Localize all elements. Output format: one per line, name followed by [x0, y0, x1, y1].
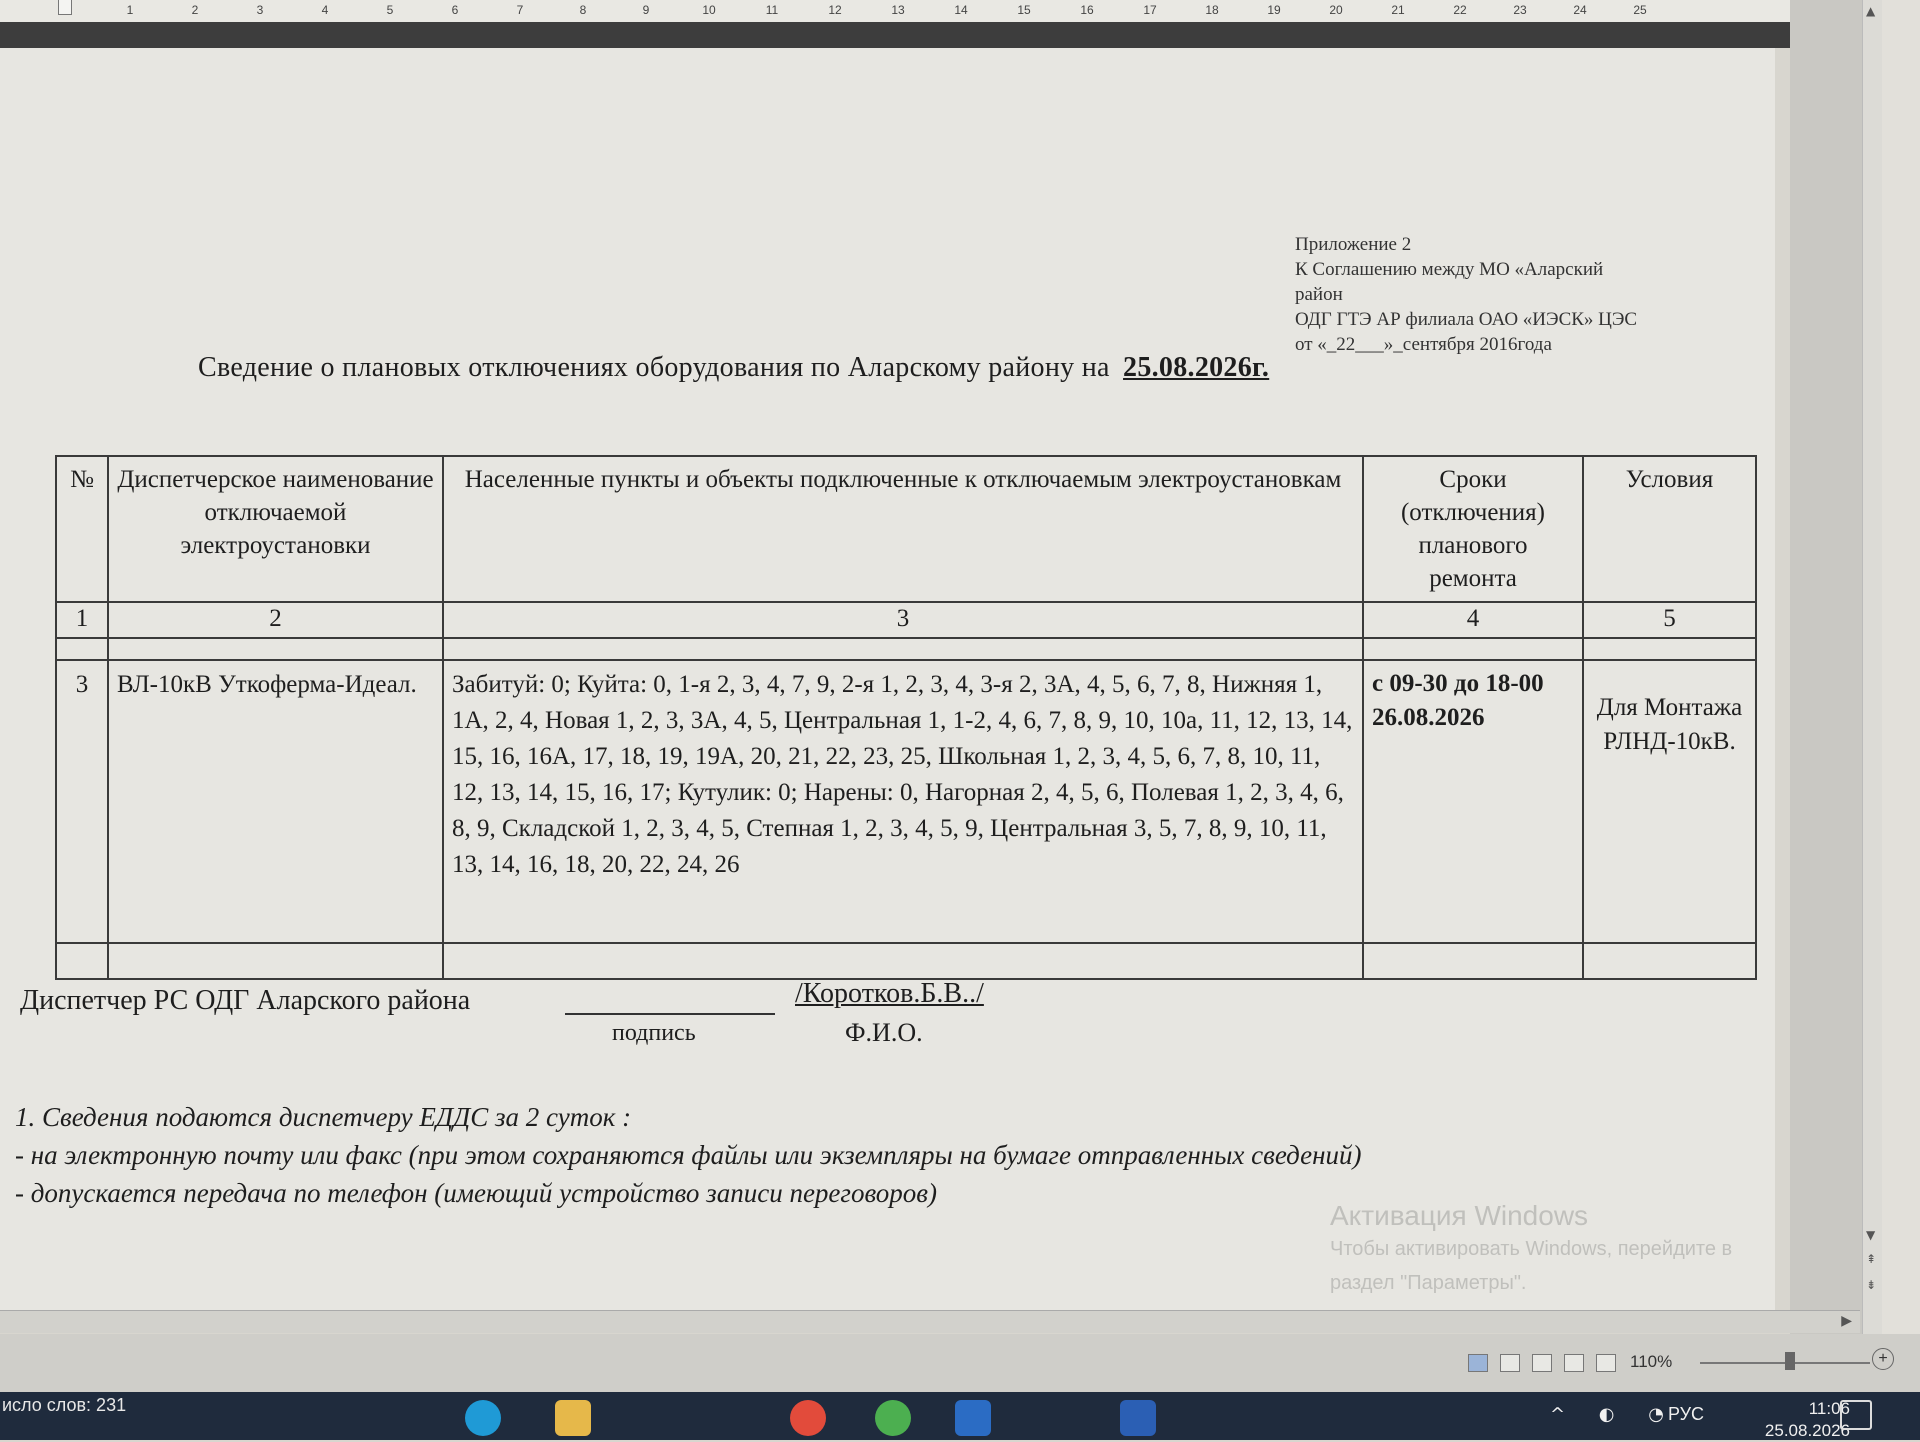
watermark-text: Чтобы активировать Windows, перейдите в — [1330, 1238, 1733, 1260]
indent-marker[interactable] — [58, 0, 72, 15]
ruler-tick: 17 — [1143, 3, 1157, 17]
column-number-row — [56, 602, 1756, 638]
row-connected-points: Забитуй: 0; Куйта: 0, 1-я 2, 3, 4, 7, 9, 2-я 1, 2, 3, 4, 3-я 2, 3А, 4, 5, 6, 7, 8, Нижняя 1, 1А, 2, 4, Новая 1, 2, 3, 3А, 4, 5, Центральная 1, 1-2, 4, 6, 7, 8, 9, 10, 10а, 11, 12, 13, 14, 15, 16, 16А, 17, 18, 19, 19А, 20, 21, 22, 23, 25, Школьная 1, 2, 3, 4, 5, 6, 7, 8, 10, 11, 12, 13, 14, 15, 16, 17; Кутулик: 0; Нарены: 0, Нагорная 2, 4, 5, 6, Полевая 1, 2, 3, 4, 6, 8, 9, Складской 1, 2, 3, 4, 5, Степная 1, 2, 3, 4, 5, 9, Центральная 3, 5, 7, 8, 9, 10, 11, 13, 14, 16, 18, 20, 22, 24, 26 — [443, 660, 1363, 943]
read-mode-icon[interactable] — [1500, 1354, 1520, 1372]
web-layout-icon[interactable] — [1532, 1354, 1552, 1372]
empty-cell — [1363, 638, 1583, 660]
column-number: 2 — [108, 602, 443, 638]
taskbar — [0, 1392, 1920, 1440]
ruler-tick: 14 — [954, 3, 968, 17]
appendix-note — [1295, 232, 1715, 357]
page-top-band — [0, 22, 1790, 48]
header-points: Населенные пункты и объекты подключенные к отключаемым электроустановкам — [443, 456, 1363, 602]
view-mode-buttons — [1468, 1354, 1616, 1372]
table-row — [56, 660, 1756, 943]
empty-cell — [108, 638, 443, 660]
ruler-tick: 19 — [1267, 3, 1281, 17]
ruler-tick: 10 — [702, 3, 716, 17]
ruler-tick: 3 — [256, 3, 264, 17]
header-number: № — [56, 456, 108, 602]
ruler-tick: 9 — [642, 3, 650, 17]
title-date: 25.08.2026г. — [1123, 352, 1270, 383]
zoom-in-icon[interactable]: + — [1872, 1348, 1894, 1370]
notes-block — [15, 1098, 1362, 1212]
document-title — [198, 352, 1269, 384]
appendix-line: от «_22___»_сентября 2016года — [1295, 334, 1552, 355]
watermark-text: раздел "Параметры". — [1330, 1272, 1527, 1294]
header-conditions: Условия — [1583, 456, 1756, 602]
next-page-icon[interactable]: ⇟ — [1866, 1278, 1877, 1292]
column-number: 4 — [1363, 602, 1583, 638]
horizontal-ruler[interactable] — [0, 0, 1790, 23]
window-edge — [1882, 0, 1920, 1360]
appendix-line: ОДГ ГТЭ АР филиала ОАО «ИЭСК» ЦЭС — [1295, 309, 1638, 330]
ruler-tick: 23 — [1513, 3, 1527, 17]
scroll-right-icon[interactable]: ▶ — [1841, 1313, 1852, 1329]
edge-icon[interactable] — [465, 1400, 501, 1436]
ruler-tick: 12 — [828, 3, 842, 17]
appendix-line: К Соглашению между МО «Аларский — [1295, 259, 1604, 280]
row-number: 3 — [56, 660, 108, 943]
yandex-icon[interactable] — [790, 1400, 826, 1436]
row-conditions: Для Монтажа РЛНД-10кВ. — [1583, 660, 1756, 943]
title-text: Сведение о плановых отключениях оборудования по Аларскому району на — [198, 352, 1110, 383]
zoom-slider-thumb[interactable] — [1785, 1352, 1795, 1370]
ruler-tick: 18 — [1205, 3, 1219, 17]
clock-time: 11:06 — [1808, 1399, 1850, 1418]
fio-label: Ф.И.О. — [845, 1018, 923, 1047]
word-count[interactable]: исло слов: 231 — [2, 1395, 127, 1415]
empty-cell — [443, 943, 1363, 979]
empty-cell — [1583, 638, 1756, 660]
chrome-icon[interactable] — [875, 1400, 911, 1436]
vertical-scrollbar[interactable] — [1862, 0, 1883, 1360]
word-icon[interactable] — [1120, 1400, 1156, 1436]
ruler-tick: 24 — [1573, 3, 1587, 17]
ruler-tick: 25 — [1633, 3, 1647, 17]
watermark-title: Активация Windows — [1330, 1200, 1589, 1231]
header-period: Сроки (отключения) планового ремонта — [1363, 456, 1583, 602]
row-installation-name: ВЛ-10кВ Уткоферма-Идеал. — [108, 660, 443, 943]
ruler-tick: 8 — [579, 3, 587, 17]
ruler-tick: 21 — [1391, 3, 1405, 17]
empty-cell — [1583, 943, 1756, 979]
notification-icon[interactable] — [1840, 1400, 1872, 1430]
ruler-tick: 22 — [1453, 3, 1467, 17]
previous-page-icon[interactable]: ⇞ — [1866, 1252, 1877, 1266]
table-empty-row — [56, 943, 1756, 979]
ruler-tick: 15 — [1017, 3, 1031, 17]
ruler-tick: 16 — [1080, 3, 1094, 17]
print-layout-icon[interactable] — [1468, 1354, 1488, 1372]
outage-table — [55, 455, 1757, 980]
mail-icon[interactable] — [955, 1400, 991, 1436]
empty-cell — [443, 638, 1363, 660]
row-outage-period: с 09-30 до 18-00 26.08.2026 — [1363, 660, 1583, 943]
ruler-tick: 5 — [386, 3, 394, 17]
ruler-tick: 4 — [321, 3, 329, 17]
ruler-tick: 20 — [1329, 3, 1343, 17]
empty-cell — [108, 943, 443, 979]
outline-icon[interactable] — [1564, 1354, 1584, 1372]
language-indicator[interactable]: РУС — [1668, 1404, 1705, 1424]
header-name: Диспетчерское наименование отключаемой электроустановки — [108, 456, 443, 602]
ruler-tick: 7 — [516, 3, 524, 17]
note-line: 1. Сведения подаются диспетчеру ЕДДС за 2 суток : — [15, 1102, 632, 1132]
ruler-tick: 1 — [126, 3, 134, 17]
ruler-tick: 2 — [191, 3, 199, 17]
empty-cell — [56, 943, 108, 979]
table-spacer-row — [56, 638, 1756, 660]
page-right-margin — [1790, 0, 1862, 1360]
empty-cell — [1363, 943, 1583, 979]
draft-icon[interactable] — [1596, 1354, 1616, 1372]
clock[interactable] — [1765, 1398, 1850, 1442]
system-tray-icons[interactable]: ^ ◐ ◔ — [1550, 1404, 1678, 1425]
note-line: - на электронную почту или факс (при этом сохраняются файлы или экземпляры на бумаге отправленных сведений) — [15, 1140, 1362, 1170]
ruler-tick: 6 — [451, 3, 459, 17]
appendix-line: Приложение 2 — [1295, 234, 1412, 255]
zoom-level[interactable]: 110% — [1630, 1352, 1673, 1371]
status-bar — [0, 1334, 1920, 1394]
folder-icon[interactable] — [555, 1400, 591, 1436]
column-number: 3 — [443, 602, 1363, 638]
note-line: - допускается передача по телефон (имеющий устройство записи переговоров) — [15, 1178, 938, 1208]
dispatcher-role: Диспетчер РС ОДГ Аларского района — [20, 985, 471, 1016]
appendix-line: район — [1295, 284, 1343, 305]
column-number: 5 — [1583, 602, 1756, 638]
windows-activation-watermark — [1330, 1200, 1732, 1300]
ruler-tick: 11 — [765, 3, 779, 17]
table-header-row — [56, 456, 1756, 602]
empty-cell — [56, 638, 108, 660]
column-number: 1 — [56, 602, 108, 638]
scroll-down-icon[interactable]: ▼ — [1866, 1228, 1876, 1242]
scroll-up-icon[interactable]: ▲ — [1866, 4, 1876, 18]
signature-line — [565, 1013, 775, 1015]
horizontal-scrollbar[interactable] — [0, 1310, 1860, 1333]
dispatcher-name: /Коротков.Б.В../ — [795, 978, 984, 1009]
signature-label: подпись — [612, 1020, 696, 1046]
clock-date: 25.08.2026 — [1764, 1421, 1850, 1440]
ruler-tick: 13 — [891, 3, 905, 17]
